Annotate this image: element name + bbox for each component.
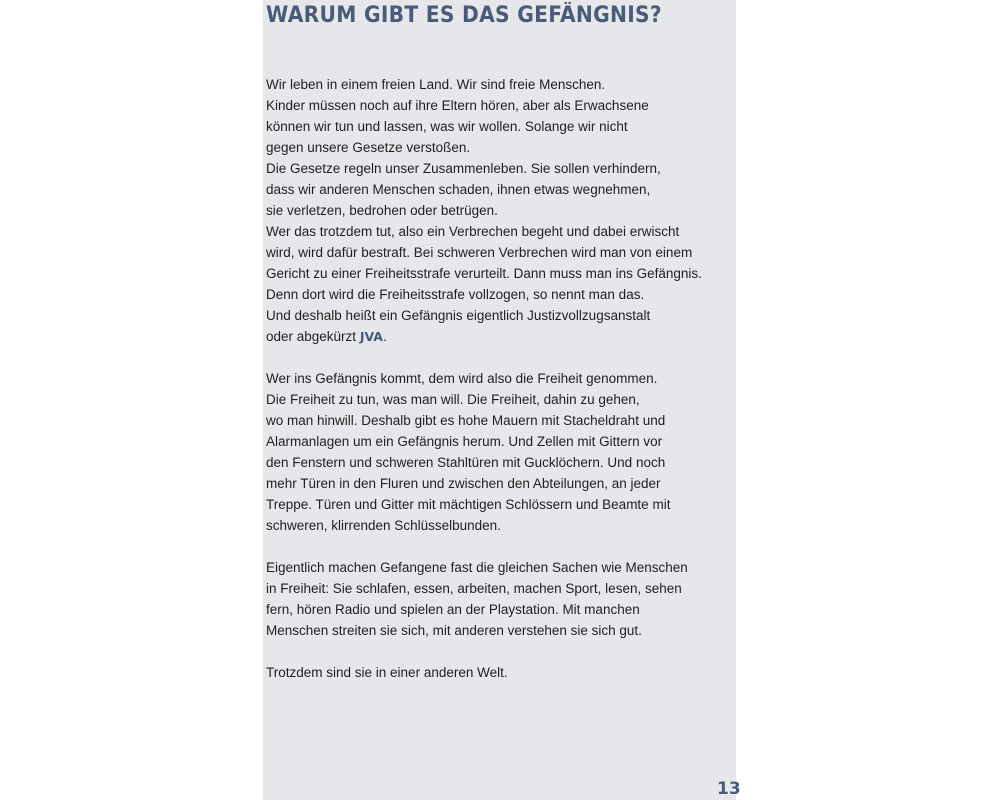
text-line: Trotzdem sind sie in einer anderen Welt. [266, 665, 508, 680]
paragraph-4 [266, 662, 734, 683]
text-line: dass wir anderen Menschen schaden, ihnen etwas wegnehmen, [266, 182, 651, 197]
text-line: Die Freiheit zu tun, was man will. Die Freiheit, dahin zu gehen, [266, 392, 640, 407]
jva-abbreviation: JVA [359, 329, 383, 344]
text-line: Menschen streiten sie sich, mit anderen verstehen sie sich gut. [266, 623, 642, 638]
text-line: sie verletzen, bedrohen oder betrügen. [266, 203, 498, 218]
text-line: mehr Türen in den Fluren und zwischen den Abteilungen, an jeder [266, 476, 661, 491]
text-line: können wir tun und lassen, was wir wollen. Solange wir nicht [266, 119, 628, 134]
paragraph-gap [266, 641, 734, 662]
text-line: Wir leben in einem freien Land. Wir sind freie Menschen. [266, 77, 606, 92]
text-line: Wer ins Gefängnis kommt, dem wird also die Freiheit genommen. [266, 371, 658, 386]
text-line: den Fenstern und schweren Stahltüren mit Gucklöchern. Und noch [266, 455, 666, 470]
paragraph-3 [266, 557, 734, 641]
text-line: Treppe. Türen und Gitter mit mächtigen Schlössern und Beamte mit [266, 497, 671, 512]
text-line: in Freiheit: Sie schlafen, essen, arbeiten, machen Sport, lesen, sehen [266, 581, 682, 596]
text-line: wird, wird dafür bestraft. Bei schweren Verbrechen wird man von einem [266, 245, 693, 260]
paragraph-gap [266, 536, 734, 557]
body-text [266, 74, 734, 683]
paragraph-2 [266, 368, 734, 536]
text-line: Denn dort wird die Freiheitsstrafe vollzogen, so nennt man das. [266, 287, 645, 302]
text-line: Und deshalb heißt ein Gefängnis eigentlich Justizvollzugsanstalt [266, 308, 651, 323]
text-line: Eigentlich machen Gefangene fast die gleichen Sachen wie Menschen [266, 560, 688, 575]
text-line-jva [266, 326, 734, 347]
page-title: WARUM GIBT ES DAS GEFÄNGNIS? [266, 3, 662, 28]
text-segment: oder abgekürzt [266, 329, 360, 344]
paragraph-gap [266, 347, 734, 368]
text-line: Gericht zu einer Freiheitsstrafe verurteilt. Dann muss man ins Gefängnis. [266, 266, 702, 281]
text-line: gegen unsere Gesetze verstoßen. [266, 140, 471, 155]
text-line: wo man hinwill. Deshalb gibt es hohe Mauern mit Stacheldraht und [266, 413, 666, 428]
text-line: schweren, klirrenden Schlüsselbunden. [266, 518, 501, 533]
text-line: Alarmanlagen um ein Gefängnis herum. Und Zellen mit Gittern vor [266, 434, 663, 449]
text-segment: . [382, 329, 387, 344]
text-line: Wer das trotzdem tut, also ein Verbrechen begeht und dabei erwischt [266, 224, 680, 239]
text-line: Die Gesetze regeln unser Zusammenleben. Sie sollen verhindern, [266, 161, 661, 176]
text-line: fern, hören Radio und spielen an der Playstation. Mit manchen [266, 602, 640, 617]
page-number: 13 [717, 779, 741, 799]
paragraph-1 [266, 74, 734, 347]
text-line: Kinder müssen noch auf ihre Eltern hören, aber als Erwachsene [266, 98, 649, 113]
